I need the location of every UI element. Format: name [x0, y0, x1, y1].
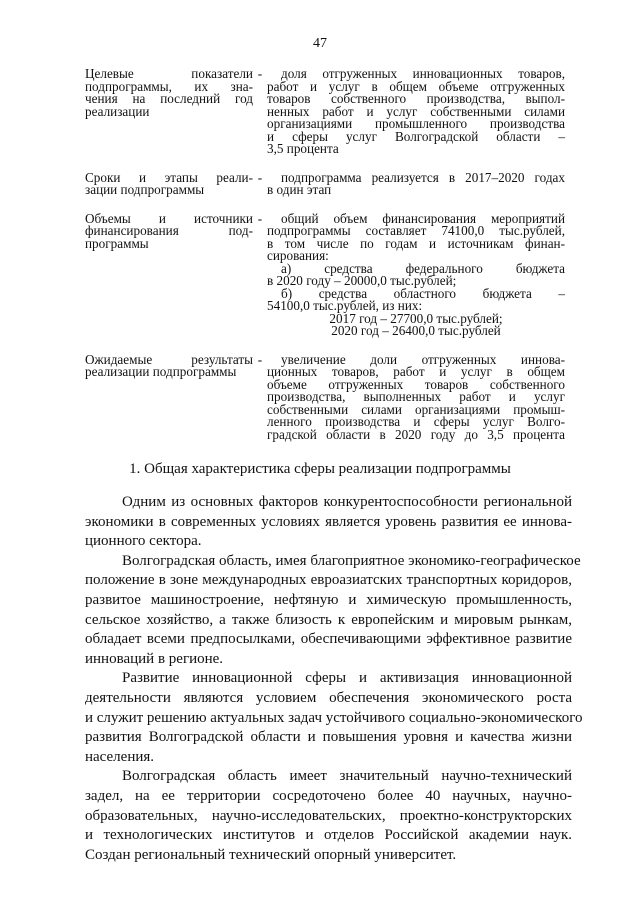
label-line: реализации подпрограммы: [85, 364, 237, 379]
value-line: ненных работ и услуг собственными силами: [267, 103, 565, 119]
paragraph-line: сельское хозяйство, а также близость к европейским и мировым рынкам,: [85, 611, 572, 628]
body-text: [85, 493, 583, 865]
paragraph: [85, 552, 581, 670]
passport-value: [267, 68, 565, 156]
label-line: программы: [85, 235, 149, 251]
paragraph-line: и технологических институтов и отделов Российской академии наук.: [85, 827, 572, 844]
subprogram-passport-table: [85, 68, 565, 457]
passport-dash: -: [257, 169, 263, 185]
passport-row-expected-results: [85, 351, 565, 442]
passport-value: [267, 351, 565, 442]
value-line: в том числе по годам и источникам финан-: [267, 235, 565, 251]
passport-row-target-indicators: [85, 68, 565, 156]
value-line: увеличение доли отгруженных иннова-: [281, 351, 565, 367]
label-line: зации подпрограммы: [85, 182, 205, 197]
paragraph: [85, 767, 572, 865]
paragraph-line: образовательных, научно-исследовательских, проектно-конструкторских: [85, 807, 572, 824]
page-number: 47: [313, 36, 327, 51]
passport-row-funding: [85, 210, 565, 338]
paragraph-line: деятельности являются условием обеспечения экономического роста: [85, 689, 572, 706]
paragraph-line: обладает всеми предпосылками, обеспечивающими эффективное развитие: [85, 631, 572, 648]
paragraph-line: ционного сектора.: [85, 533, 202, 550]
passport-dash: -: [257, 351, 263, 367]
label-line: реализации: [85, 103, 150, 119]
label-line: чения на последний год: [85, 91, 253, 106]
value-line: а) средства федерального бюджета: [281, 260, 565, 276]
passport-label: [85, 169, 253, 197]
passport-dash: -: [257, 210, 263, 226]
value-line: 3,5 процента: [267, 141, 339, 156]
paragraph-line: экономики в современных условиях является уровень развития ее иннова-: [85, 513, 572, 530]
value-line: в один этап: [267, 182, 332, 197]
paragraph-line: развитое машиностроение, нефтяную и химическую промышленность,: [85, 591, 572, 608]
passport-label: [85, 351, 253, 442]
label-line: Сроки и этапы реали-: [85, 169, 253, 185]
value-line: ционных товаров, работ и услуг в общем: [267, 364, 565, 379]
label-line: Объемы и источники: [85, 210, 253, 226]
passport-row-timeline: [85, 169, 565, 197]
passport-label: [85, 210, 253, 338]
value-line: объеме отгруженных товаров собственного: [267, 376, 565, 392]
value-line: ленного производства и сферы услуг Волго-: [267, 414, 565, 429]
paragraph-line: и служит решению актуальных задач устойчивого социально-экономического: [85, 709, 583, 726]
value-line: товаров собственного производства, выпол-: [267, 91, 565, 106]
value-line: доля отгруженных инновационных товаров,: [281, 66, 565, 81]
label-line: финансирования под-: [85, 223, 253, 238]
passport-dash: -: [257, 66, 263, 81]
passport-value: [267, 210, 565, 338]
paragraph-line: населения.: [85, 748, 155, 765]
paragraph-line: Создан региональный технический опорный университет.: [85, 846, 457, 863]
value-line: общий объем финансирования мероприятий: [281, 210, 565, 226]
value-line: и сферы услуг Волгоградской области –: [267, 128, 565, 144]
value-line: сирования:: [267, 248, 329, 263]
passport-value: [267, 169, 565, 197]
label-line: Ожидаемые результаты: [85, 351, 253, 367]
value-line: организациями промышленного производства: [267, 116, 565, 131]
value-line: 2017 год – 27700,0 тыс.рублей;: [329, 310, 503, 326]
passport-label: [85, 68, 253, 156]
value-line: подпрограммы составляет 74100,0 тыс.рублей,: [267, 223, 565, 238]
value-line: градской области в 2020 году до 3,5 процента: [267, 426, 565, 442]
value-line: 2020 год – 26400,0 тыс.рублей: [331, 323, 501, 338]
paragraph-line: Развитие инновационной сферы и активизация инновационной: [122, 670, 572, 687]
value-line: в 2020 году – 20000,0 тыс.рублей;: [267, 273, 457, 288]
paragraph-line: Волгоградская область, имея благоприятное экономико-географическое: [122, 552, 581, 569]
value-line: подпрограмма реализуется в 2017–2020 годах: [281, 169, 565, 185]
section-heading: 1. Общая характеристика сферы реализации подпрограммы: [129, 461, 511, 477]
value-line: б) средства областного бюджета –: [281, 285, 565, 301]
paragraph-line: положение в зоне международных евроазиатских транспортных коридоров,: [85, 572, 572, 589]
value-line: работ и услуг в общем объеме отгруженных: [267, 78, 565, 94]
paragraph: [85, 493, 572, 552]
paragraph: [85, 669, 583, 767]
paragraph-line: задел, на ее территории сосредоточено более 40 научных, научно-: [85, 787, 572, 804]
value-line: собственными силами организациями промыш-: [267, 401, 565, 417]
paragraph-line: развития Волгоградской области и повышения уровня и качества жизни: [85, 729, 572, 746]
label-line: Целевые показатели: [85, 66, 253, 81]
value-line: 54100,0 тыс.рублей, из них:: [267, 298, 423, 313]
value-line: производства, выполненных работ и услуг: [267, 389, 565, 404]
paragraph-line: Одним из основных факторов конкурентоспособности региональной: [122, 494, 572, 510]
label-line: подпрограммы, их зна-: [85, 78, 253, 94]
paragraph-line: Волгоградская область имеет значительный научно-технический: [122, 768, 572, 785]
paragraph-line: инноваций в регионе.: [85, 650, 224, 667]
